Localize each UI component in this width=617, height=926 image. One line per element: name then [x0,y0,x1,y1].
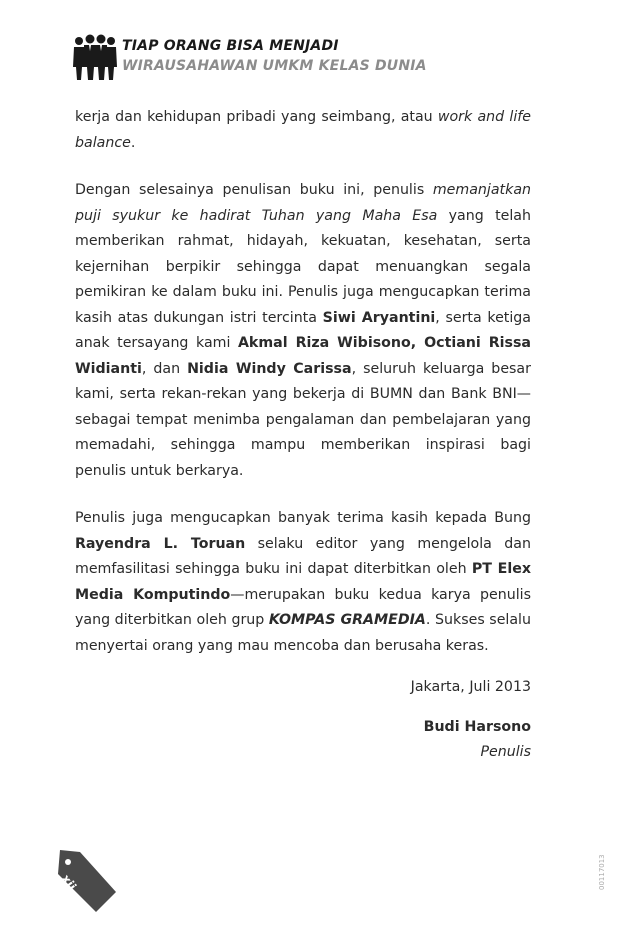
page-number: xii [58,872,80,894]
print-code: 00117013 [598,854,606,890]
body-text [75,105,531,681]
people-silhouette-icon [72,32,118,80]
author-name: Budi Harsono [423,718,531,735]
paragraph-1: kerja dan kehidupan pribadi yang seimbang, atau work and life balance. [75,109,531,151]
header-title: TIAP ORANG BISA MENJADI [122,38,339,54]
running-header [72,32,492,84]
place-date: Jakarta, Juli 2013 [410,679,531,695]
signature-block [411,675,531,766]
paragraph-3: Penulis juga mengucapkan banyak terima kasih kepada Bung Rayendra L. Toruan selaku editor yang mengelola dan memfasilitasi sehingga buku ini dapat diterbitkan oleh PT Elex Media Komputindo—merupakan buku kedua karya penulis yang diterbitkan oleh grup KOMPAS GRAMEDIA. Sukses selalu menyertai orang yang mau mencoba dan berusaha keras. [75,510,532,654]
paragraph-2: Dengan selesainya penulisan buku ini, penulis memanjatkan puji syukur ke hadirat Tuhan yang Maha Esa yang telah memberikan rahmat, hidayah, kekuatan, kesehatan, serta kejernihan berpikir sehingga dapat menuangkan segala pemikiran ke dalam buku ini. Penulis juga mengucapkan terima kasih atas dukungan istri tercinta Siwi Aryantini, serta ketiga anak tersayang kami Akmal Riza Wibisono, Octiani Rissa Widianti, dan Nidia Windy Carissa, seluruh keluarga besar kami, serta rekan-rekan yang bekerja di BUMN dan Bank BNI—sebagai tempat menimba pengalaman dan pembelajaran yang memadahi, sehingga mampu memberikan inspirasi bagi penulis untuk berkarya. [75,182,532,479]
header-subtitle: WIRAUSAHAWAN UMKM KELAS DUNIA [122,58,427,74]
author-role: Penulis [480,744,531,760]
